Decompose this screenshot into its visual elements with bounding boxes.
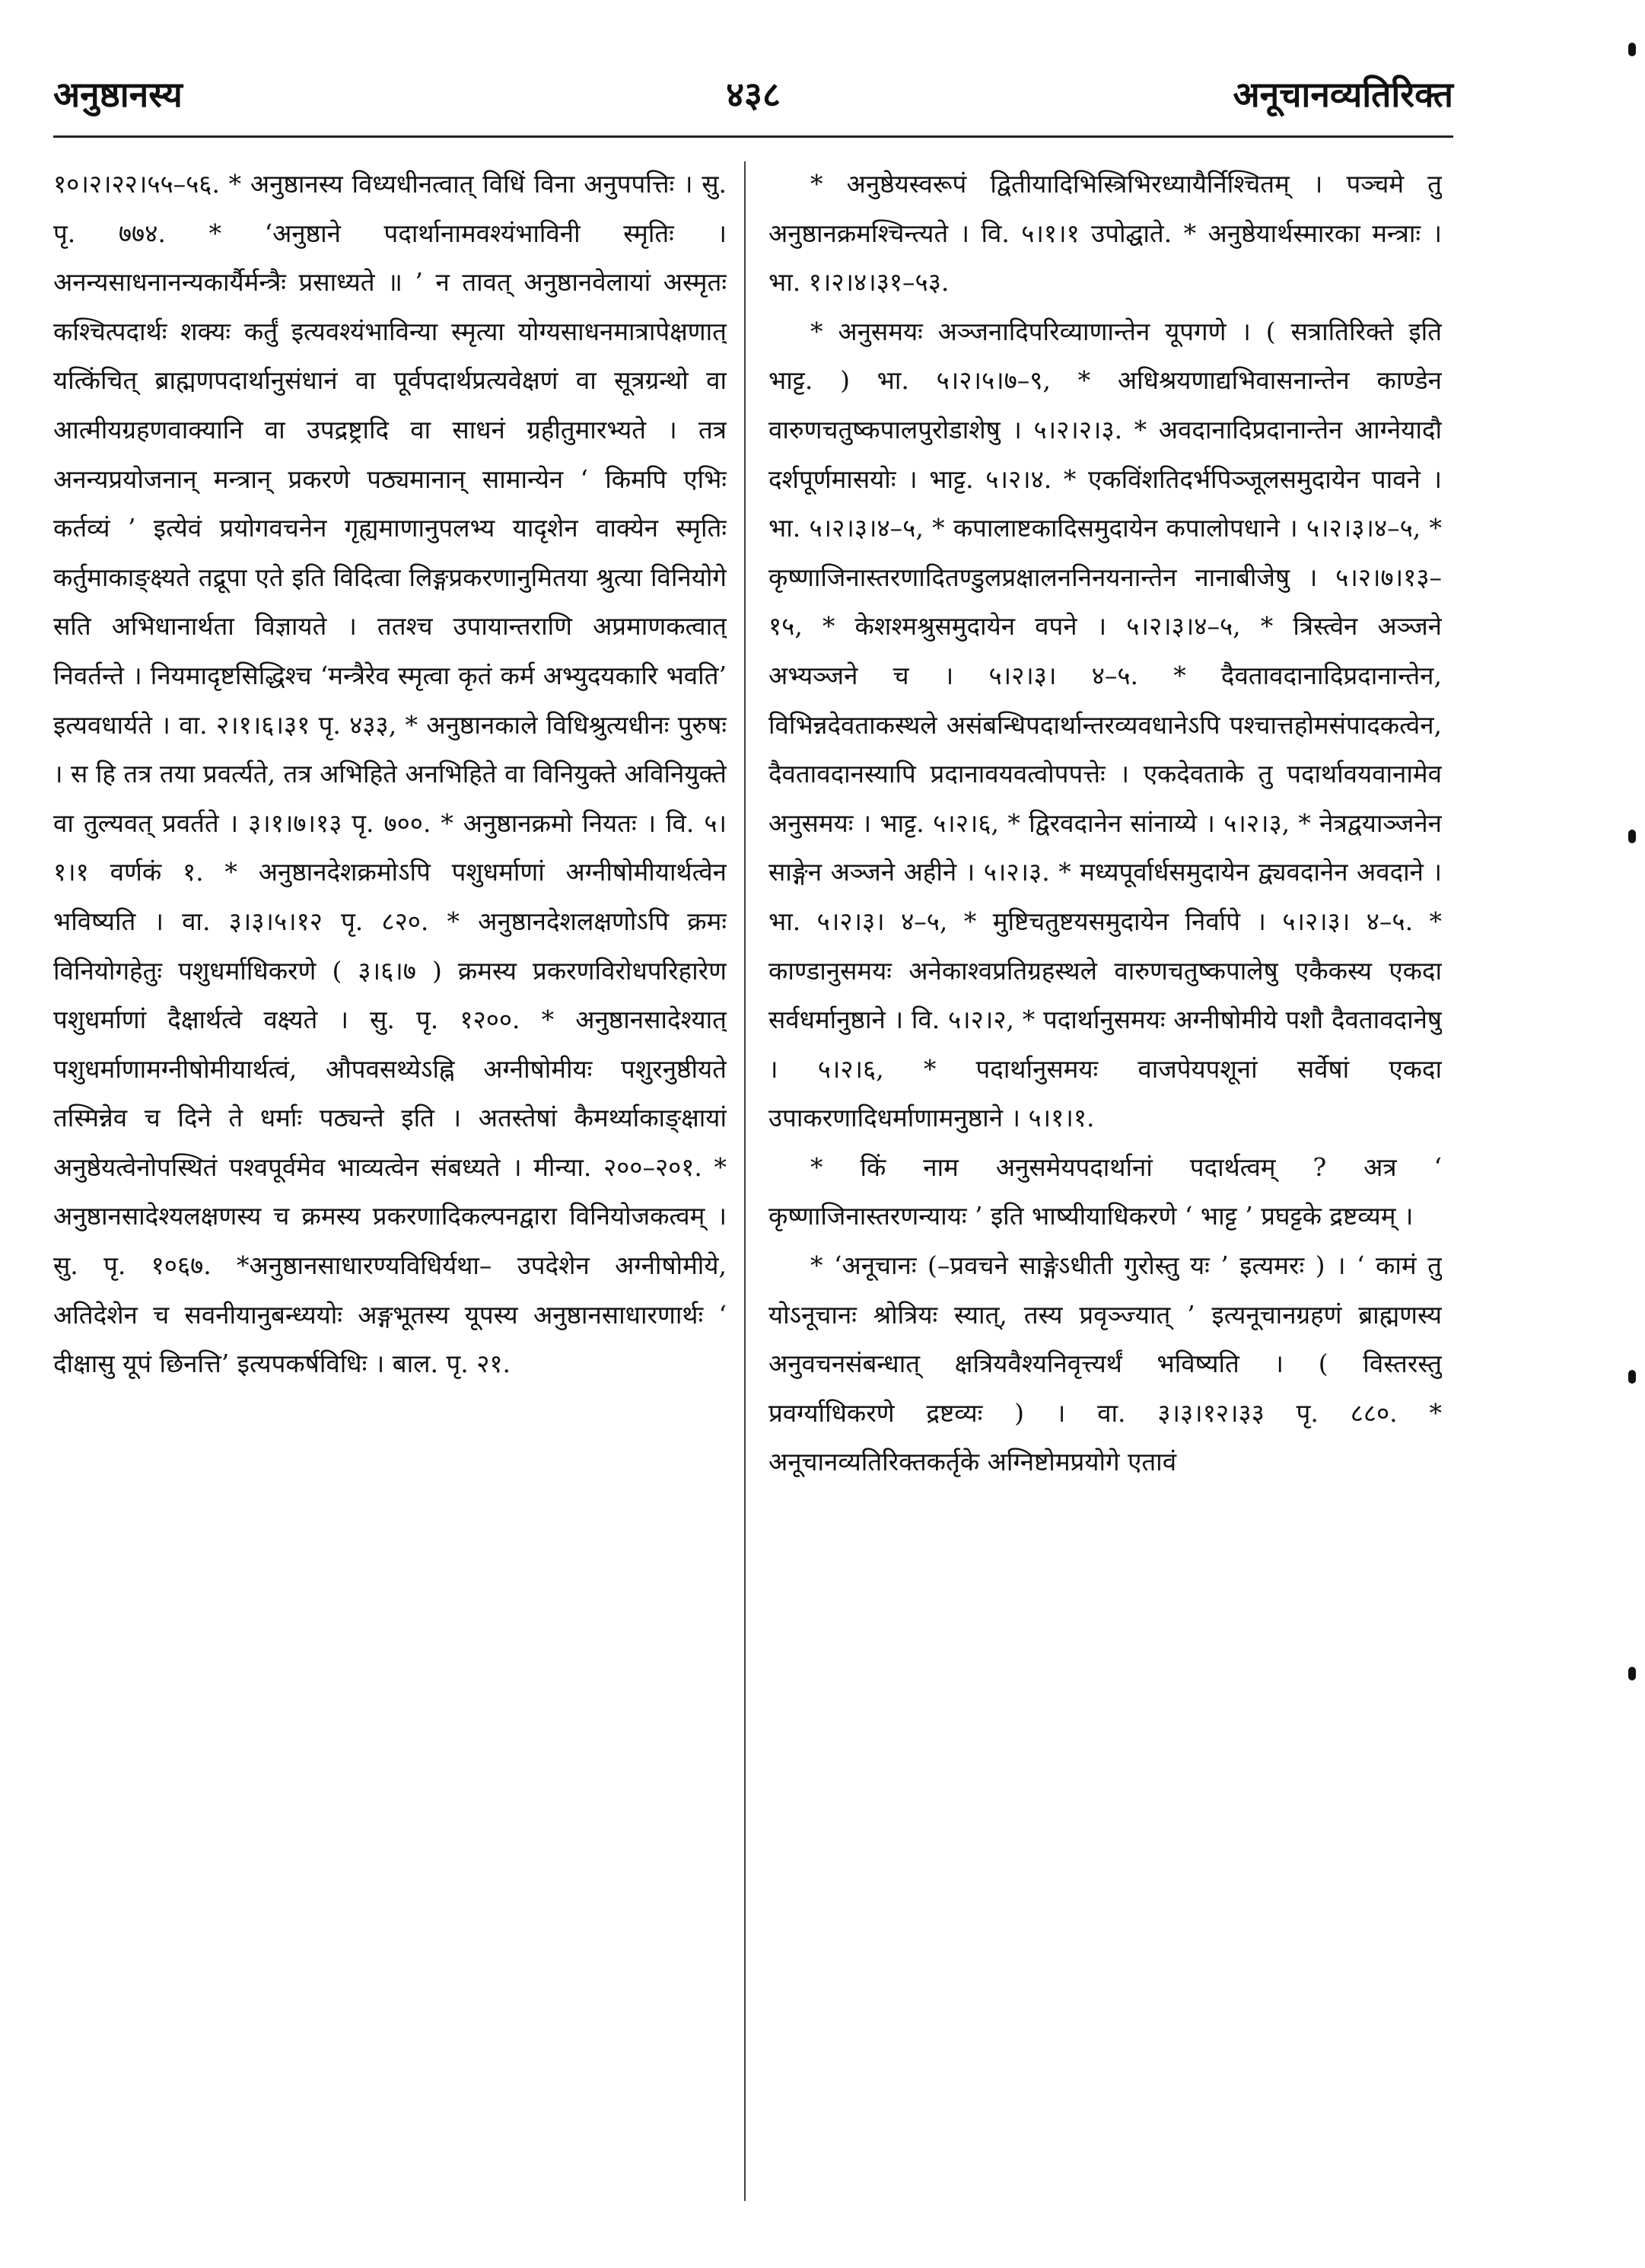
right-column-paragraph-1: * अनुष्ठेयस्वरूपं द्वितीयादिभिस्त्रिभिरध्यायैर्निश्चितम् । पञ्चमे तु अनुष्ठानक्रमश्चिन्त्यते । वि. ५।१।१ उपोद्घाते. * अनुष्ठेयार्थस्मारका मन्त्राः । भा. १।२।४।३१–५३.: [768, 169, 1442, 298]
header-rule: [53, 135, 1453, 138]
header-left-headword: अनुष्ठानस्य: [53, 74, 183, 115]
right-column-paragraph-3: * किं नाम अनुसमेयपदार्थानां पदार्थत्वम् ? अत्र ‘ कृष्णाजिनास्तरणन्यायः ’ इति भाष्यीयाधिकरणे ‘ भाट्ट ’ प्रघट्टके द्रष्टव्यम् ।: [768, 1152, 1442, 1231]
scan-edge-mark: [1628, 1370, 1636, 1384]
scan-edge-mark: [1628, 1667, 1636, 1680]
running-header: [53, 70, 1453, 123]
right-column-paragraph-2: * अनुसमयः अञ्जनादिपरिव्याणान्तेन यूपगणे । ( सत्रातिरिक्ते इति भाट्ट. ) भा. ५।२।५।७–९, * अधिश्रयणाद्यभिवासनान्तेन काण्डेन वारुणचतुष्कपालपुरोडाशेषु । ५।२।२।३. * अवदानादिप्रदानान्तेन आग्नेयादौ दर्शपूर्णमासयोः । भाट्ट. ५।२।४. * एकविंशतिदर्भपिञ्जूलसमुदायेन पावने । भा. ५।२।३।४–५, * कपालाष्टकादिसमुदायेन कपालोपधाने । ५।२।३।४–५, * कृष्णाजिनास्तरणादितण्डुलप्रक्षालननिनयनान्तेन नानाबीजेषु । ५।२।७।१३–१५, * केशश्मश्रुसमुदायेन वपने । ५।२।३।४–५, * त्रिस्त्वेन अञ्जने अभ्यञ्जने च । ५।२।३। ४–५. * दैवतावदानादिप्रदानान्तेन, विभिन्नदेवताकस्थले असंबन्धिपदार्थान्तरव्यवधानेऽपि पश्चात्तहोमसंपादकत्वेन, दैवतावदानस्यापि प्रदानावयवत्वोपपत्तेः । एकदेवताके तु पदार्थावयवानामेव अनुसमयः । भाट्ट. ५।२।६, * द्विरवदानेन सांनाय्ये । ५।२।३, * नेत्रद्वयाञ्जनेन साङ्गेन अञ्जने अहीने । ५।२।३. * मध्यपूर्वार्धसमुदायेन द्व्यवदानेन अवदाने । भा. ५।२।३। ४–५, * मुष्टिचतुष्टयसमुदायेन निर्वापे । ५।२।३। ४–५. * काण्डानुसमयः अनेकाश्वप्रतिग्रहस्थले वारुणचतुष्कपालेषु एकैकस्य एकदा सर्वधर्मानुष्ठाने । वि. ५।२।२, * पदार्थानुसमयः अग्नीषोमीये पशौ दैवतावदानेषु । ५।२।६, * पदार्थानुसमयः वाजपेयपशूनां सर्वेषां एकदा उपाकरणादिधर्माणामनुष्ठाने । ५।१।१.: [768, 316, 1442, 1133]
header-right-headword: अनूचानव्यतिरिक्त: [1233, 74, 1453, 115]
scan-edge-mark: [1628, 830, 1636, 843]
left-column: [53, 160, 727, 2215]
scan-edge-mark: [1628, 43, 1636, 56]
right-column: [768, 160, 1442, 2215]
left-column-paragraph: १०।२।२२।५५–५६. * अनुष्ठानस्य विध्यधीनत्वात् विधिं विना अनुपपत्तिः । सु. पृ. ७७४. * ‘अनुष्ठाने पदार्थानामवश्यंभाविनी स्मृतिः । अनन्यसाधनानन्यकार्यैर्मन्त्रैः प्रसाध्यते ॥ ’ न तावत् अनुष्ठानवेलायां अस्मृतः कश्चित्पदार्थः शक्यः कर्तुं इत्यवश्यंभाविन्या स्मृत्या योग्यसाधनमात्रापेक्षणात् यत्किंचित् ब्राह्मणपदार्थानुसंधानं वा पूर्वपदार्थप्रत्यवेक्षणं वा सूत्रग्रन्थो वा आत्मीयग्रहणवाक्यानि वा उपद्रष्ट्रादि वा साधनं ग्रहीतुमारभ्यते । तत्र अनन्यप्रयोजनान् मन्त्रान् प्रकरणे पठ्यमानान् सामान्येन ‘ किमपि एभिः कर्तव्यं ’ इत्येवं प्रयोगवचनेन गृह्यमाणानुपलभ्य यादृशेन वाक्येन स्मृतिः कर्तुमाकाङ्क्ष्यते तद्रूपा एते इति विदित्वा लिङ्गप्रकरणानुमितया श्रुत्या विनियोगे सति अभिधानार्थता विज्ञायते । ततश्च उपायान्तराणि अप्रमाणकत्वात् निवर्तन्ते । नियमादृष्टसिद्धिश्च ‘मन्त्रैरेव स्मृत्वा कृतं कर्म अभ्युदयकारि भवति’ इत्यवधार्यते । वा. २।१।६।३१ पृ. ४३३, * अनुष्ठानकाले विधिश्रुत्यधीनः पुरुषः । स हि तत्र तया प्रवर्त्यते, तत्र अभिहिते अनभिहिते वा विनियुक्ते अविनियुक्ते वा तुल्यवत् प्रवर्तते । ३।१।७।१३ पृ. ७००. * अनुष्ठानक्रमो नियतः । वि. ५।१।१ वर्णकं १. * अनुष्ठानदेशक्रमोऽपि पशुधर्माणां अग्नीषोमीयार्थत्वेन भविष्यति । वा. ३।३।५।१२ पृ. ८२०. * अनुष्ठानदेशलक्षणोऽपि क्रमः विनियोगहेतुः पशुधर्माधिकरणे ( ३।६।७ ) क्रमस्य प्रकरणविरोधपरिहारेण पशुधर्माणां दैक्षार्थत्वे वक्ष्यते । सु. पृ. १२००. * अनुष्ठानसादेश्यात् पशुधर्माणामग्नीषोमीयार्थत्वं, औपवसथ्येऽह्नि अग्नीषोमीयः पशुरनुष्ठीयते तस्मिन्नेव च दिने ते धर्माः पठ्यन्ते इति । अतस्तेषां कैमर्थ्याकाङ्क्षायां अनुष्ठेयत्वेनोपस्थितं पश्वपूर्वमेव भाव्यत्वेन संबध्यते । मीन्या. २००–२०१. * अनुष्ठानसादेश्यलक्षणस्य च क्रमस्य प्रकरणादिकल्पनद्वारा विनियोजकत्वम् । सु. पृ. १०६७. *अनुष्ठानसाधारण्यविधिर्यथा– उपदेशेन अग्नीषोमीये, अतिदेशेन च सवनीयानुबन्ध्ययोः अङ्गभूतस्य यूपस्य अनुष्ठानसाधारणार्थः ‘ दीक्षासु यूपं छिनत्ति’ इत्यपकर्षविधिः । बाल. पृ. २१.: [53, 169, 727, 1379]
page-number: ४३८: [726, 74, 781, 115]
column-divider: [744, 161, 746, 2201]
right-column-paragraph-4: * ‘अनूचानः (–प्रवचने साङ्गेऽधीती गुरोस्तु यः ’ इत्यमरः ) । ‘ कामं तु योऽनूचानः श्रोत्रियः स्यात्, तस्य प्रवृञ्ज्यात् ’ इत्यनूचानग्रहणं ब्राह्मणस्य अनुवचनसंबन्धात् क्षत्रियवैश्यनिवृत्त्यर्थं भविष्यति । ( विस्तरस्तु प्रवर्ग्याधिकरणे द्रष्टव्यः ) । वा. ३।३।१२।३३ पृ. ८८०. * अनूचानव्यतिरिक्तकर्तृके अग्निष्टोमप्रयोगे एतावं: [768, 1250, 1442, 1477]
